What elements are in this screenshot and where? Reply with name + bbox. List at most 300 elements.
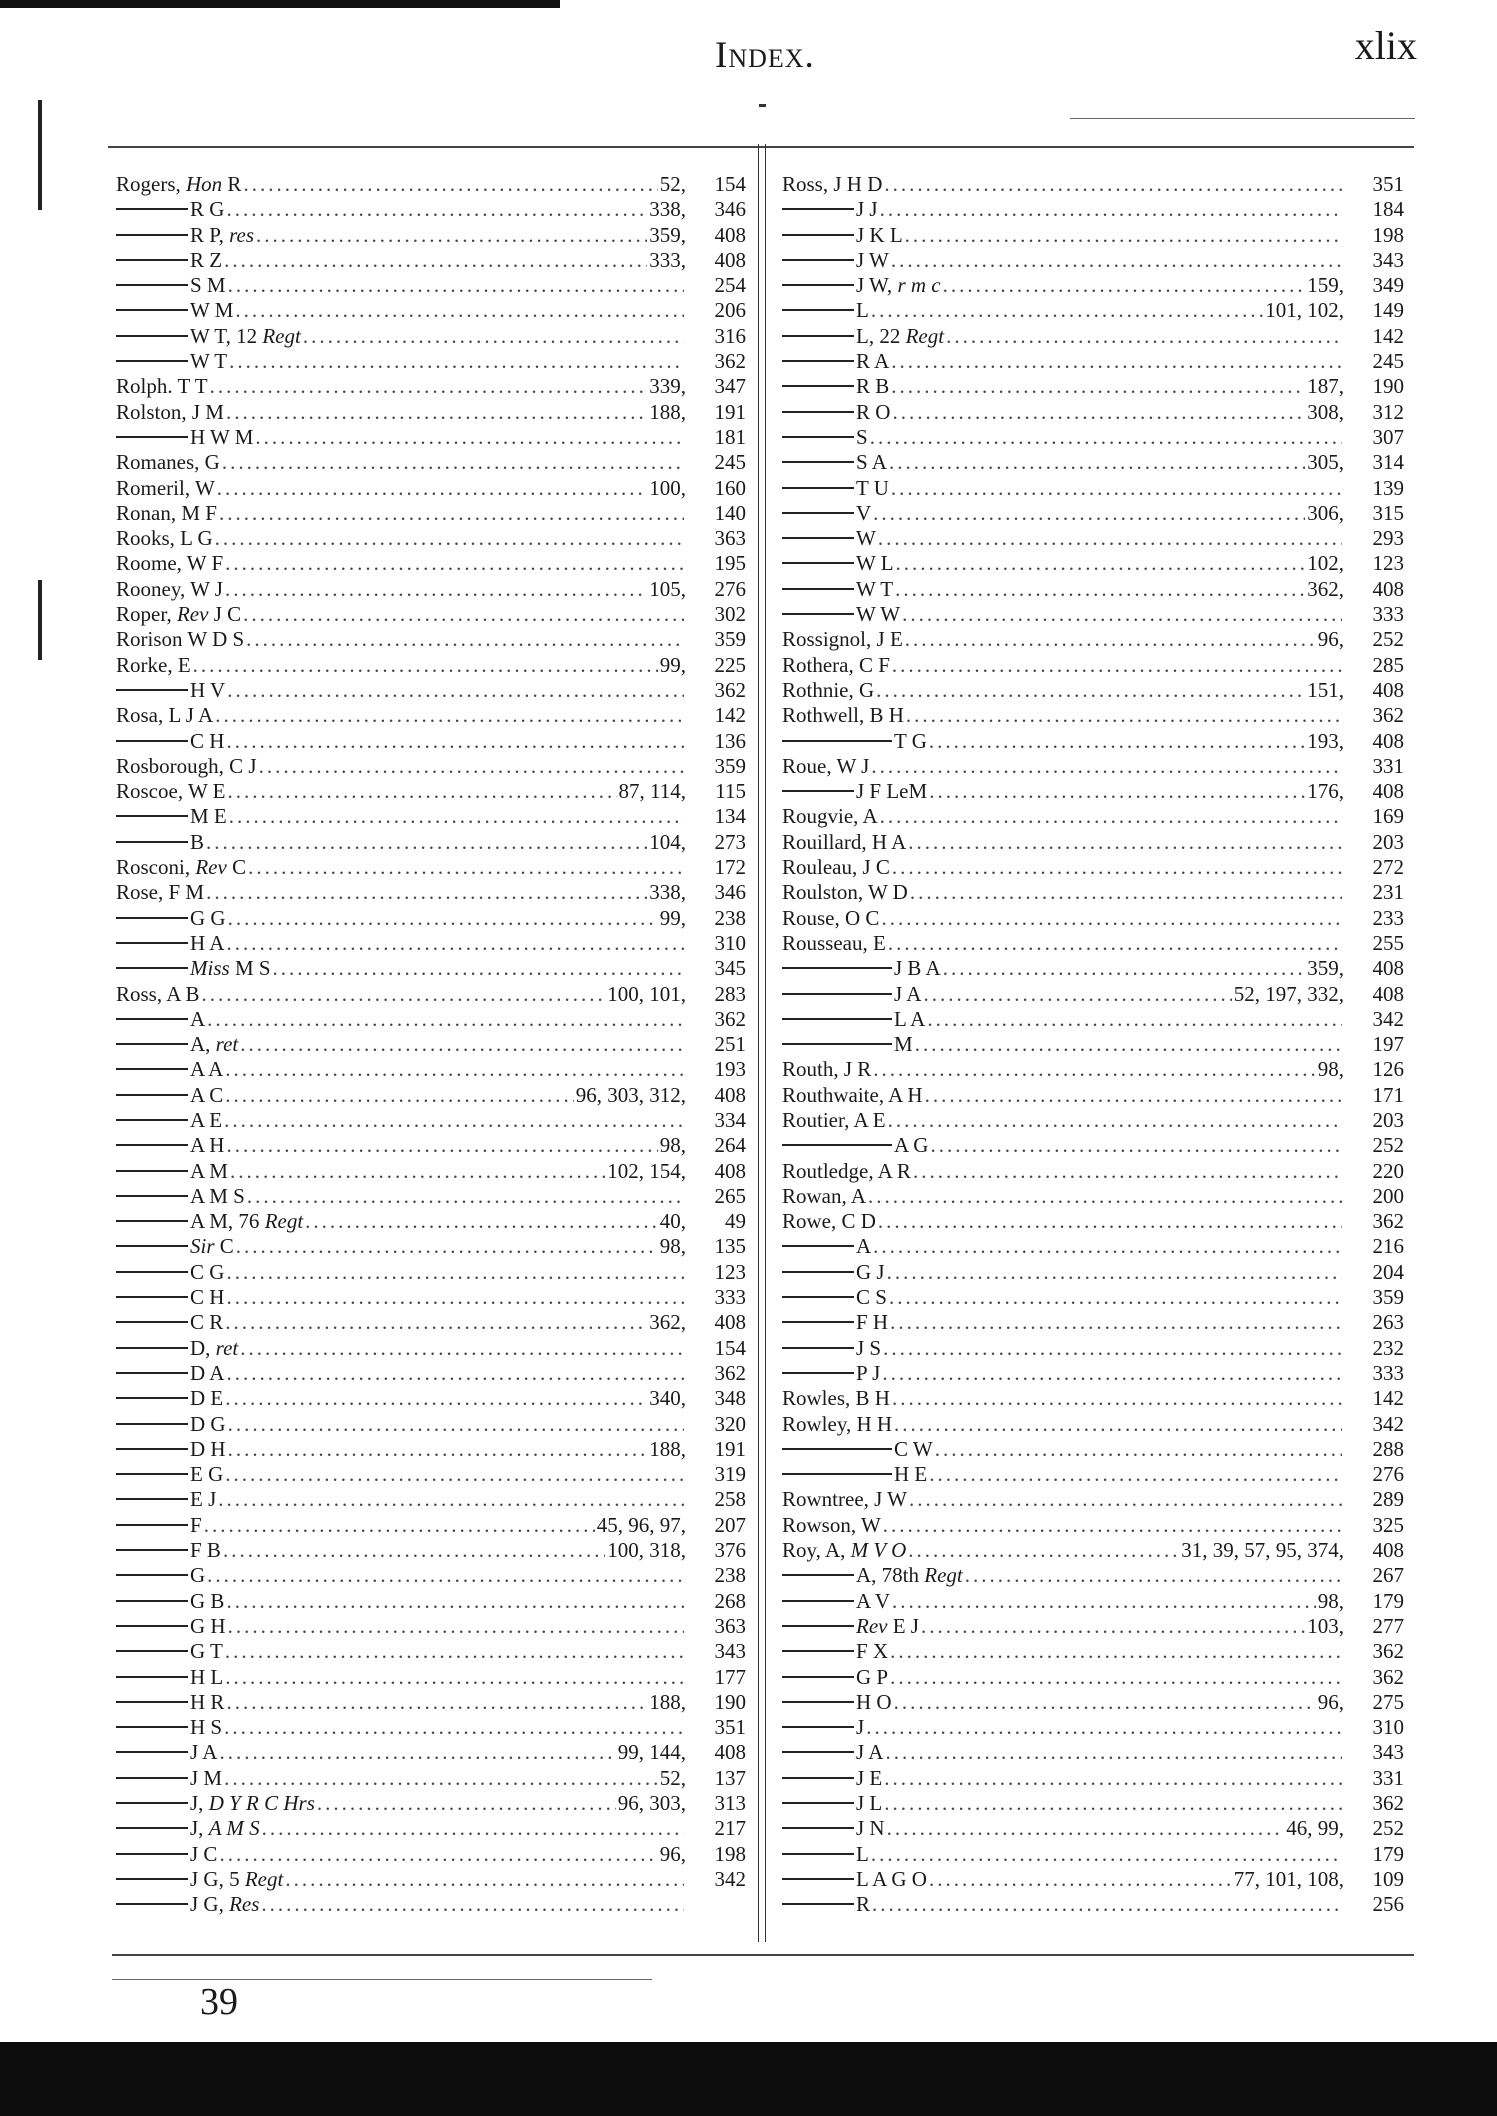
index-entry	[782, 1108, 1404, 1133]
leader-dots	[872, 1892, 1342, 1917]
leader-dots	[873, 501, 1305, 526]
index-entry	[116, 526, 746, 551]
index-entry	[782, 880, 1404, 905]
entry-name: D H	[116, 1437, 226, 1462]
entry-page: 333	[1372, 1360, 1404, 1385]
entry-name: W W	[782, 602, 900, 627]
entry-page: 264	[714, 1133, 746, 1158]
entry-name: J, D Y R C Hrs	[116, 1791, 315, 1816]
index-entry	[116, 248, 746, 273]
entry-page: 408	[1372, 576, 1404, 601]
index-entry	[116, 349, 746, 374]
entry-page: 276	[714, 576, 746, 601]
leader-dots	[226, 1133, 657, 1158]
leader-dots	[921, 1614, 1305, 1639]
index-entry	[782, 602, 1404, 627]
entry-page: 307	[1372, 424, 1404, 449]
entry-name: Rolph. T T	[116, 374, 208, 399]
entry-name: J B A	[782, 956, 941, 981]
entry-name: J S	[782, 1336, 881, 1361]
ditto-dash	[782, 1777, 854, 1779]
leader-dots	[896, 551, 1306, 576]
entry-name: Rowson, W	[782, 1512, 881, 1537]
entry-page: 320	[714, 1411, 746, 1436]
entry-name: E G	[116, 1462, 223, 1487]
entry-name: D G	[116, 1412, 226, 1437]
index-entry	[116, 1842, 746, 1867]
entry-page: 203	[1372, 829, 1404, 854]
entry-page: 169	[1372, 804, 1404, 829]
leader-dots	[892, 653, 1342, 678]
entry-name: Roue, W J	[782, 753, 870, 778]
entry-page: 123	[1372, 551, 1404, 576]
entry-page: 343	[714, 1639, 746, 1664]
leader-dots	[884, 1766, 1342, 1791]
entry-pages: 98,	[659, 1234, 686, 1259]
entry-page: 343	[1372, 1740, 1404, 1765]
entry-pages: 338,	[649, 197, 686, 222]
entry-name: G H	[116, 1614, 226, 1639]
index-entry	[782, 1513, 1404, 1538]
leader-dots	[204, 1513, 595, 1538]
entry-pages: 359,	[1307, 956, 1344, 981]
index-entry	[116, 1487, 746, 1512]
entry-name: E J	[116, 1487, 216, 1512]
index-entry	[116, 1007, 746, 1032]
entry-page: 333	[714, 1285, 746, 1310]
index-entry	[782, 1538, 1404, 1563]
ditto-dash	[116, 1751, 188, 1753]
leader-dots	[256, 223, 647, 248]
entry-name: G G	[116, 906, 226, 931]
entry-name: S M	[116, 273, 226, 298]
entry-page: 408	[714, 1740, 746, 1765]
ditto-dash	[782, 1650, 854, 1652]
leader-dots	[890, 1665, 1342, 1690]
index-entry	[116, 678, 746, 703]
entry-name: Romeril, W	[116, 475, 215, 500]
entry-pages: 96,	[1317, 1689, 1344, 1714]
entry-page: 139	[1372, 475, 1404, 500]
entry-name: J E	[782, 1766, 882, 1791]
entry-pages: 96, 303,	[617, 1791, 686, 1815]
scan-edge-bottom	[0, 2042, 1497, 2116]
entry-page: 115	[715, 779, 746, 804]
entry-name: H E	[782, 1462, 927, 1487]
entry-pages: 339,	[649, 374, 686, 399]
entry-page: 363	[714, 1613, 746, 1638]
index-entry	[782, 526, 1404, 551]
leader-dots	[889, 1285, 1342, 1310]
entry-name: F	[116, 1513, 202, 1538]
leader-dots	[891, 349, 1342, 374]
entry-name: Rowley, H H	[782, 1411, 893, 1436]
index-entry	[116, 1234, 746, 1259]
entry-page: 181	[714, 424, 746, 449]
entry-name: Routhwaite, A H	[782, 1082, 923, 1107]
index-entry	[116, 1108, 746, 1133]
index-entry	[782, 1842, 1404, 1867]
leader-dots	[913, 1159, 1342, 1184]
entry-page: 136	[714, 728, 746, 753]
entry-pages: 188,	[649, 399, 686, 424]
entry-name: R B	[782, 374, 889, 399]
leader-dots	[878, 526, 1342, 551]
leader-dots	[224, 1108, 684, 1133]
entry-name: A, ret	[116, 1032, 238, 1057]
index-entry	[782, 1690, 1404, 1715]
entry-name: S	[782, 425, 868, 450]
entry-pages: 176,	[1307, 779, 1344, 804]
entry-name: F H	[782, 1310, 888, 1335]
index-entry	[782, 197, 1404, 222]
ditto-dash	[116, 1650, 188, 1652]
index-entry	[782, 729, 1404, 754]
entry-page: 408	[1372, 1538, 1404, 1563]
ditto-dash	[116, 1195, 188, 1197]
index-entry	[782, 1361, 1404, 1386]
entry-name: A M	[116, 1159, 228, 1184]
entry-page: 179	[1372, 1841, 1404, 1866]
ditto-dash	[782, 1043, 892, 1045]
entry-name: C R	[116, 1310, 223, 1335]
index-entry	[782, 1159, 1404, 1184]
ditto-dash	[782, 740, 892, 742]
index-entry	[116, 931, 746, 956]
entry-page: 251	[714, 1032, 746, 1057]
ditto-dash	[116, 1119, 188, 1121]
leader-dots	[228, 906, 658, 931]
entry-page: 190	[714, 1689, 746, 1714]
index-entry	[116, 602, 746, 627]
entry-name: Rothnie, G	[782, 677, 875, 702]
leader-dots	[225, 1057, 684, 1082]
ditto-dash	[116, 1372, 188, 1374]
entry-pages: 98,	[659, 1133, 686, 1158]
entry-name: R G	[116, 197, 224, 222]
index-entry	[782, 248, 1404, 273]
page-title: Index.	[715, 35, 815, 76]
entry-page: 135	[714, 1234, 746, 1259]
leader-dots	[226, 1589, 684, 1614]
leader-dots	[317, 1791, 616, 1816]
entry-name: Rosborough, C J	[116, 753, 257, 778]
index-entry	[782, 1563, 1404, 1588]
entry-page: 408	[714, 247, 746, 272]
index-entry	[782, 425, 1404, 450]
entry-page: 195	[714, 551, 746, 576]
entry-name: T G	[782, 729, 927, 754]
index-entry	[782, 1589, 1404, 1614]
entry-name: L, 22 Regt	[782, 324, 944, 349]
ditto-dash	[782, 1347, 854, 1349]
index-entry	[782, 1791, 1404, 1816]
leader-dots	[902, 602, 1342, 627]
leader-dots	[909, 1487, 1342, 1512]
entry-page: 232	[1372, 1335, 1404, 1360]
leader-dots	[935, 1437, 1342, 1462]
index-entry	[782, 779, 1404, 804]
leader-dots	[908, 1538, 1179, 1563]
ditto-dash	[116, 1524, 188, 1526]
leader-dots	[222, 450, 684, 475]
entry-name: G	[116, 1563, 205, 1588]
entry-page: 277	[1372, 1613, 1404, 1638]
entry-name: L A G O	[782, 1867, 927, 1892]
ditto-dash	[116, 360, 188, 362]
leader-dots	[915, 1032, 1342, 1057]
entry-page: 233	[1372, 905, 1404, 930]
column-divider	[758, 144, 759, 1942]
index-entry	[116, 906, 746, 931]
leader-dots	[226, 729, 684, 754]
entry-name: J A	[782, 982, 921, 1007]
entry-name: R O	[782, 400, 890, 425]
entry-name: Routledge, A R	[782, 1158, 911, 1183]
entry-page: 203	[1372, 1107, 1404, 1132]
ditto-dash	[782, 588, 854, 590]
column-divider	[765, 144, 766, 1942]
entry-pages: 52,	[659, 1765, 686, 1790]
leader-dots	[226, 1690, 647, 1715]
entry-page: 363	[714, 526, 746, 551]
leader-dots	[880, 197, 1342, 222]
entry-name: Rouleau, J C	[782, 855, 890, 880]
entry-name: Roulston, W D	[782, 880, 908, 905]
entry-name: J L	[782, 1791, 882, 1816]
index-entry	[116, 729, 746, 754]
index-entry	[782, 349, 1404, 374]
ditto-dash	[116, 967, 188, 969]
leader-dots	[240, 1336, 684, 1361]
entry-page: 346	[714, 197, 746, 222]
entry-pages: 40,	[659, 1209, 686, 1234]
ditto-dash	[116, 1448, 188, 1450]
entry-page: 408	[714, 222, 746, 247]
entry-page: 245	[1372, 349, 1404, 374]
entry-page: 206	[714, 298, 746, 323]
entry-page: 191	[714, 399, 746, 424]
entry-page: 362	[1372, 1639, 1404, 1664]
index-entry	[782, 1715, 1404, 1740]
entry-page: 198	[714, 1841, 746, 1866]
entry-page: 316	[714, 323, 746, 348]
ditto-dash	[782, 1372, 854, 1374]
top-rule-short	[1070, 118, 1415, 119]
ditto-dash	[116, 1903, 188, 1905]
index-entry	[116, 1032, 746, 1057]
entry-name: J, A M S	[116, 1816, 260, 1841]
leader-dots	[255, 425, 684, 450]
index-entry	[782, 627, 1404, 652]
index-entry	[782, 653, 1404, 678]
entry-name: W T	[116, 349, 227, 374]
entry-page: 347	[714, 374, 746, 399]
ditto-dash	[116, 1347, 188, 1349]
entry-name: M E	[116, 804, 227, 829]
entry-page: 142	[1372, 1386, 1404, 1411]
entry-pages: 306,	[1307, 500, 1344, 525]
ditto-dash	[782, 1853, 854, 1855]
entry-name: A G	[782, 1133, 928, 1158]
leader-dots	[891, 374, 1305, 399]
ditto-dash	[782, 993, 892, 995]
index-entry	[116, 273, 746, 298]
entry-name: Rowles, B H	[782, 1386, 890, 1411]
index-entry	[116, 1285, 746, 1310]
entry-page: 289	[1372, 1487, 1404, 1512]
entry-pages: 31, 39, 57, 95, 374,	[1181, 1538, 1344, 1563]
leader-dots	[892, 1386, 1342, 1411]
entry-page: 408	[714, 1158, 746, 1183]
entry-pages: 187,	[1307, 374, 1344, 399]
entry-pages: 362,	[649, 1310, 686, 1335]
leader-dots	[218, 1487, 684, 1512]
index-entry	[782, 1665, 1404, 1690]
leader-dots	[248, 855, 684, 880]
ditto-dash	[782, 1827, 854, 1829]
ditto-dash	[116, 1271, 188, 1273]
entry-page: 216	[1372, 1234, 1404, 1259]
entry-page: 331	[1372, 1765, 1404, 1790]
entry-pages: 100, 318,	[607, 1538, 686, 1563]
entry-name: Rogers, Hon R	[116, 172, 242, 196]
ditto-dash	[116, 942, 188, 944]
leader-dots	[888, 1108, 1342, 1133]
ditto-dash	[116, 1094, 188, 1096]
ditto-dash	[782, 360, 854, 362]
leader-dots	[225, 1665, 684, 1690]
leader-dots	[923, 982, 1231, 1007]
ditto-dash	[116, 917, 188, 919]
entry-pages: 100,	[649, 475, 686, 500]
entry-page: 351	[714, 1715, 746, 1740]
ditto-dash	[782, 1726, 854, 1728]
ditto-dash	[116, 1018, 188, 1020]
entry-name: J F LeM	[782, 779, 927, 804]
index-entry	[116, 577, 746, 602]
entry-page: 325	[1372, 1512, 1404, 1537]
entry-page: 345	[714, 956, 746, 981]
entry-name: C G	[116, 1260, 224, 1285]
entry-page: 359	[714, 753, 746, 778]
index-entry	[116, 855, 746, 880]
index-entry	[116, 804, 746, 829]
entry-pages: 104,	[649, 829, 686, 854]
index-entry	[116, 1791, 746, 1816]
entry-name: C H	[116, 1285, 224, 1310]
index-entry	[782, 551, 1404, 576]
entry-page: 258	[714, 1487, 746, 1512]
index-entry	[116, 1260, 746, 1285]
entry-page: 252	[1372, 1816, 1404, 1841]
leader-dots	[193, 653, 658, 678]
entry-pages: 99, 144,	[617, 1740, 686, 1765]
leader-dots	[892, 1589, 1316, 1614]
ditto-dash	[782, 1600, 854, 1602]
index-entry	[782, 1336, 1404, 1361]
index-entry	[782, 501, 1404, 526]
entry-name: L	[782, 298, 869, 323]
entry-page: 408	[1372, 981, 1404, 1006]
index-entry	[116, 703, 746, 728]
entry-name: G J	[782, 1260, 885, 1285]
entry-name: Roome, W F	[116, 551, 224, 576]
entry-pages: 159,	[1307, 273, 1344, 298]
entry-name: R P, res	[116, 223, 254, 248]
index-entry	[116, 374, 746, 399]
entry-pages: 96,	[659, 1841, 686, 1866]
ditto-dash	[782, 1574, 854, 1576]
index-column-left	[116, 172, 746, 1917]
leader-dots	[229, 349, 684, 374]
index-entry	[782, 577, 1404, 602]
index-entry	[116, 1462, 746, 1487]
entry-name: W T	[782, 577, 893, 602]
index-entry	[116, 1412, 746, 1437]
entry-page: 334	[714, 1107, 746, 1132]
ditto-dash	[116, 1043, 188, 1045]
leader-dots	[892, 855, 1342, 880]
entry-page: 191	[714, 1436, 746, 1461]
bottom-rule-short	[112, 1979, 652, 1980]
roman-page-number: xlix	[1354, 23, 1417, 68]
leader-dots	[226, 1361, 684, 1386]
index-entry	[116, 1310, 746, 1335]
entry-page: 193	[714, 1057, 746, 1082]
ditto-dash	[782, 613, 854, 615]
index-entry	[782, 804, 1404, 829]
leader-dots	[224, 1766, 658, 1791]
index-entry	[116, 324, 746, 349]
entry-name: A	[116, 1007, 205, 1032]
entry-page: 255	[1372, 930, 1404, 955]
entry-pages: 340,	[649, 1386, 686, 1411]
index-entry	[116, 1437, 746, 1462]
ditto-dash	[116, 1726, 188, 1728]
leader-dots	[906, 703, 1342, 728]
entry-page: 302	[714, 602, 746, 627]
index-entry	[116, 476, 746, 501]
ditto-dash	[116, 234, 188, 236]
entry-page: 362	[714, 677, 746, 702]
entry-name: H R	[116, 1690, 224, 1715]
ditto-dash	[782, 562, 854, 564]
entry-page: 313	[714, 1791, 746, 1815]
index-entry	[782, 855, 1404, 880]
index-entry	[782, 1412, 1404, 1437]
leader-dots	[236, 1234, 658, 1259]
index-entry	[116, 172, 746, 197]
entry-page: 109	[1372, 1866, 1404, 1891]
entry-pages: 46, 99,	[1286, 1816, 1344, 1841]
entry-name: Roy, A, M V O	[782, 1538, 907, 1563]
entry-name: Rowe, C D	[782, 1209, 876, 1234]
entry-pages: 98,	[1317, 1588, 1344, 1613]
entry-page: 285	[1372, 652, 1404, 677]
entry-name: H A	[116, 931, 224, 956]
entry-name: Rooks, L G	[116, 526, 213, 551]
ditto-dash	[116, 1853, 188, 1855]
index-entry	[782, 830, 1404, 855]
index-entry	[116, 779, 746, 804]
entry-name: J K L	[782, 223, 903, 248]
index-entry	[782, 678, 1404, 703]
ditto-dash	[116, 1220, 188, 1222]
entry-name: Routh, J R	[782, 1057, 872, 1082]
entry-page: 272	[1372, 855, 1404, 880]
index-entry	[782, 172, 1404, 197]
